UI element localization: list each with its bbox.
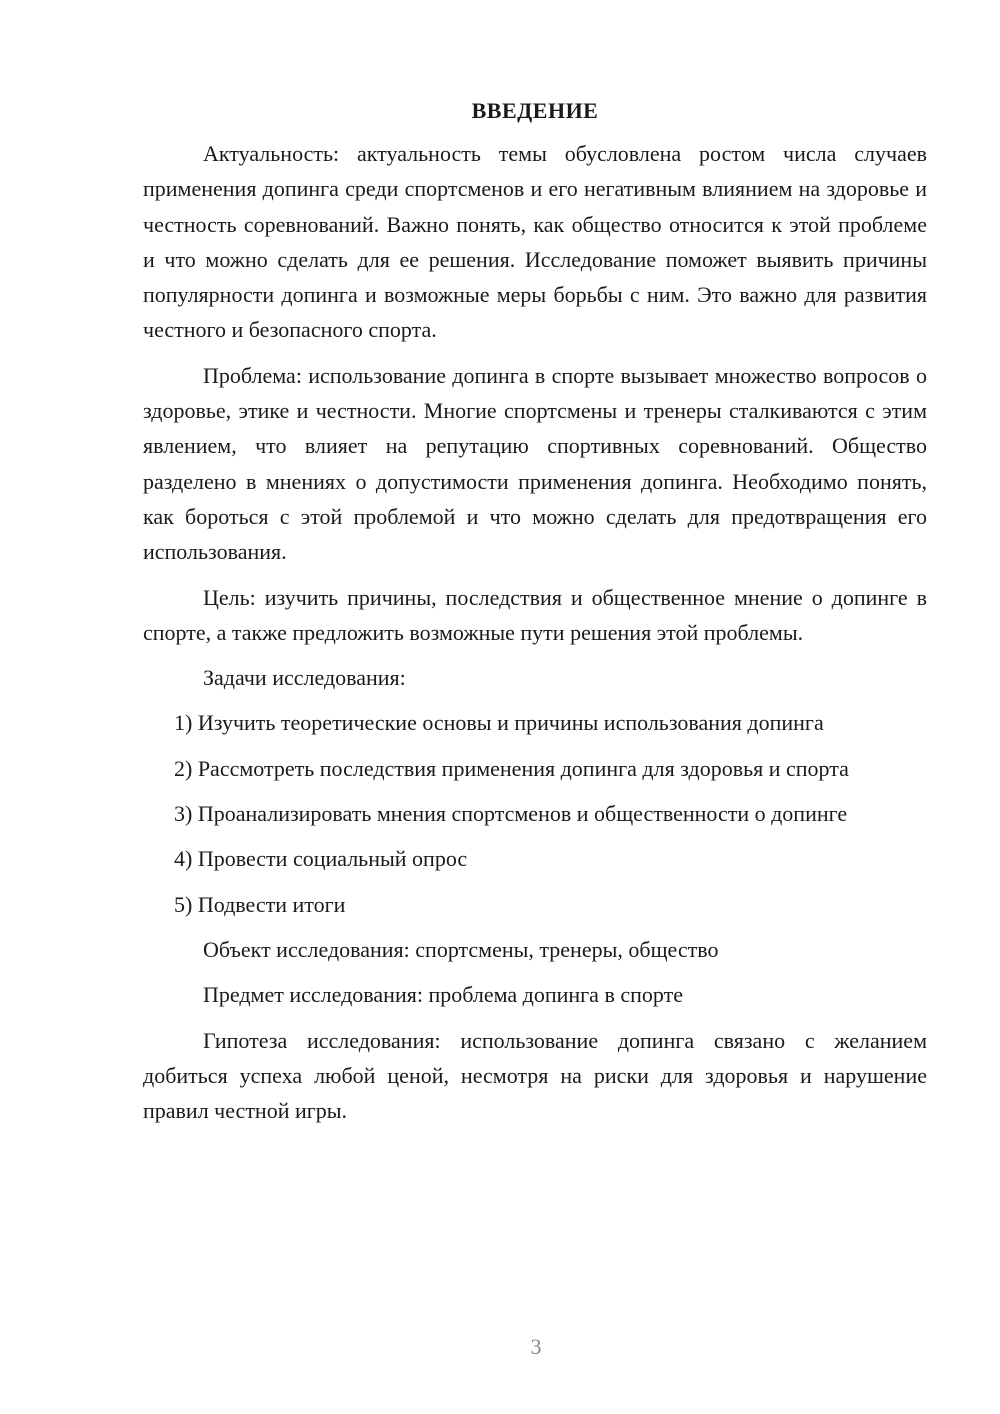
task-item: 5) Подвести итоги [174,891,346,917]
task-item: 1) Изучить теоретические основы и причины использования допинга [174,710,824,736]
tasks-heading: Задачи исследования: [203,665,406,691]
task-item: 3) Проанализировать мнения спортсменов и общественности о допинге [174,801,848,827]
subject-paragraph: Предмет исследования: проблема допинга в спорте [203,982,683,1008]
task-item: 4) Провести социальный опрос [174,846,468,872]
task-item: 2) Рассмотреть последствия применения допинга для здоровья и спорта [174,755,849,781]
document-page [143,94,927,1138]
goal-paragraph: Цель: изучить причины, последствия и общественное мнение о допинге в спорте, а также предложить возможные пути решения этой проблемы. [143,584,927,645]
object-paragraph: Объект исследования: спортсмены, тренеры, общество [203,936,719,962]
problem-paragraph: Проблема: использование допинга в спорте вызывает множество вопросов о здоровье, этике и честности. Многие спортсмены и тренеры сталкиваются с этим явлением, что влияет на репутацию спортивных соревнований. Общество разделено в мнениях о допустимости применения допинга. Необходимо понять, как бороться с этой проблемой и что можно сделать для предотвращения его использования. [143,362,927,565]
page-number: 3 [530,1334,542,1359]
relevance-paragraph: Актуальность: актуальность темы обусловлена ростом числа случаев применения допинга среди спортсменов и его негативным влиянием на здоровье и честность соревнований. Важно понять, как общество относится к этой проблеме и что можно сделать для ее решения. Исследование поможет выявить причины популярности допинга и возможные меры борьбы с ним. Это важно для развития честного и безопасного спорта. [143,141,927,343]
hypothesis-paragraph: Гипотеза исследования: использование допинга связано с желанием добиться успеха любой ценой, несмотря на риски для здоровья и нарушение правил честной игры. [143,1027,927,1124]
section-title: ВВЕДЕНИЕ [471,98,599,123]
